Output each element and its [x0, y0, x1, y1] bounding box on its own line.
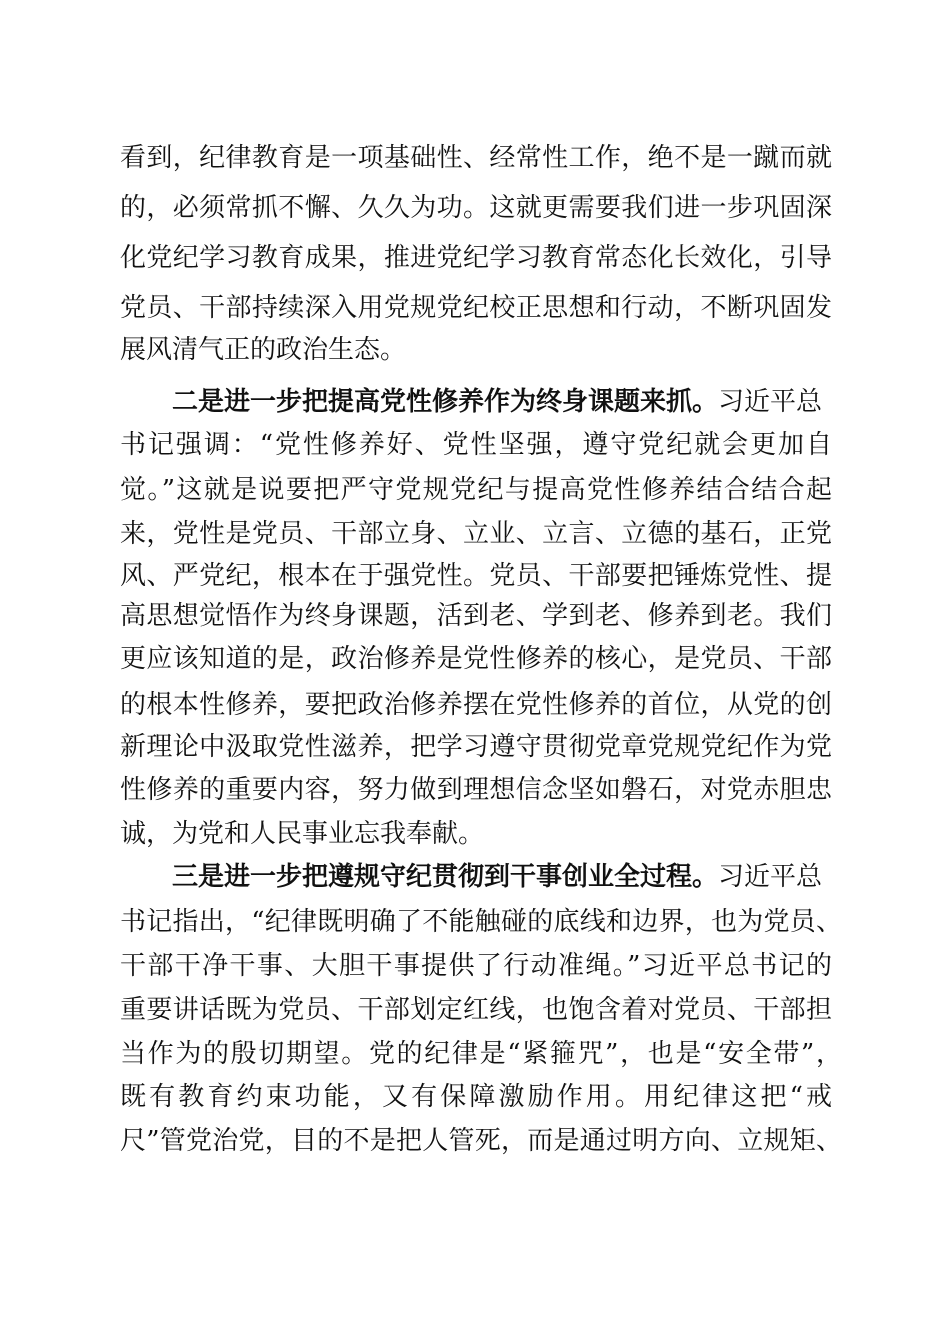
paragraph-2-line-8: 的根本性修养，要把政治修养摆在党性修养的首位，从党的创 — [120, 690, 832, 720]
paragraph-3-line-5: 当作为的殷切期望。党的纪律是“紧箍咒”，也是“安全带”， — [120, 1039, 842, 1069]
paragraph-3-line-3: 干部干净干事、大胆干事提供了行动准绳。”习近平总书记的 — [120, 951, 832, 981]
paragraph-3-line-2: 书记指出，“纪律既明确了不能触碰的底线和边界，也为党员、 — [120, 907, 842, 937]
paragraph-2-heading: 二是进一步把提高党性修养作为终身课题来抓。 — [172, 387, 719, 417]
paragraph-3-line-6: 既有教育约束功能，又有保障激励作用。用纪律这把“戒 — [120, 1082, 832, 1112]
paragraph-1-line-4: 党员、干部持续深入用党规党纪校正思想和行动，不断巩固发 — [120, 293, 832, 323]
paragraph-2-line-7: 更应该知道的是，政治修养是党性修养的核心，是党员、干部 — [120, 644, 832, 674]
paragraph-2-line-1 — [172, 378, 822, 426]
paragraph-2-line-2: 书记强调：“党性修养好、党性坚强，遵守党纪就会更加自 — [120, 430, 832, 460]
paragraph-3-line-7: 尺”管党治党，目的不是把人管死，而是通过明方向、立规矩、 — [120, 1126, 842, 1156]
paragraph-2-line-5: 风、严党纪，根本在于强党性。党员、干部要把锤炼党性、提 — [120, 561, 832, 591]
paragraph-2-line-3: 觉。”这就是说要把严守党规党纪与提高党性修养结合结合起 — [120, 475, 832, 505]
paragraph-1-line-5: 展风清气正的政治生态。 — [120, 335, 407, 365]
paragraph-3-heading: 三是进一步把遵规守纪贯彻到干事创业全过程。 — [172, 862, 719, 892]
paragraph-3-line-4: 重要讲话既为党员、干部划定红线，也饱含着对党员、干部担 — [120, 995, 832, 1025]
paragraph-2-line-11: 诚，为党和人民事业忘我奉献。 — [120, 819, 485, 849]
paragraph-1-line-3: 化党纪学习教育成果，推进党纪学习教育常态化长效化，引导 — [120, 243, 832, 273]
paragraph-3-first-line-rest: 习近平总 — [718, 862, 823, 892]
paragraph-1-line-1: 看到，纪律教育是一项基础性、经常性工作，绝不是一蹴而就 — [120, 143, 832, 173]
paragraph-2-first-line-rest: 习近平总 — [718, 387, 823, 417]
paragraph-2-line-9: 新理论中汲取党性滋养，把学习遵守贯彻党章党规党纪作为党 — [120, 732, 832, 762]
paragraph-2-line-6: 高思想觉悟作为终身课题，活到老、学到老、修养到老。我们 — [120, 601, 832, 631]
paragraph-2-line-10: 性修养的重要内容，努力做到理想信念坚如磐石，对党赤胆忠 — [120, 775, 832, 805]
paragraph-1-line-2: 的，必须常抓不懈、久久为功。这就更需要我们进一步巩固深 — [120, 193, 832, 223]
paragraph-2-line-4: 来，党性是党员、干部立身、立业、立言、立德的基石，正党 — [120, 519, 832, 549]
paragraph-3-line-1 — [172, 853, 822, 901]
